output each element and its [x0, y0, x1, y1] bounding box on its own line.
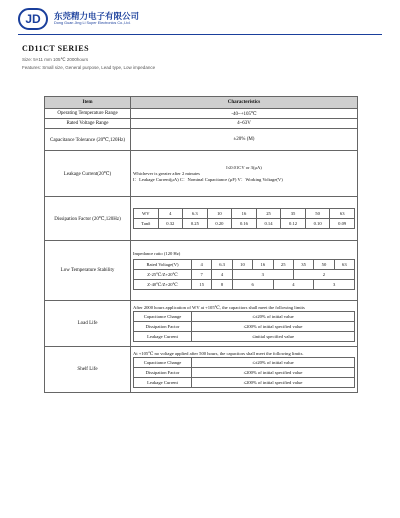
lts-head-row: [134, 260, 355, 270]
shelf-leak-label: Leakage Current: [134, 378, 192, 388]
load-row-cap: [134, 312, 355, 322]
shelf-row-cap: [134, 358, 355, 368]
shelf-life-intro: At +105℃ no voltage applied after 500 hours, the capacitors shall meet the following limits.: [133, 351, 304, 356]
company-name-cn: 东莞精力电子有限公司: [54, 12, 140, 22]
df-v6: 0.12: [281, 219, 306, 229]
rated-voltage-value: 4~63V: [131, 119, 358, 129]
lts-row-25: [134, 270, 355, 280]
load-life-subtable: [133, 311, 355, 342]
load-cap-value: ≤±20% of initial value: [192, 312, 355, 322]
df-head-row: [134, 209, 355, 219]
lts-r1-v3: 3: [232, 270, 293, 280]
header-rule: [18, 34, 382, 35]
df-label: Dissipation Factor (20℃,120Hz): [45, 197, 131, 241]
lts-label: Low Temperature Stability: [45, 241, 131, 301]
shelf-cap-value: ≤±20% of initial value: [192, 358, 355, 368]
series-desc-2: Features: Small size, General purpose, Lead type, Low impedance: [22, 65, 156, 70]
cap-tolerance-value: ±20% (M): [131, 129, 358, 151]
df-v3: 0.20: [207, 219, 232, 229]
rated-voltage-label: Rated Voltage Range: [45, 119, 131, 129]
df-h5: 25: [256, 209, 281, 219]
lts-h0: Rated Voltage(V): [134, 260, 192, 270]
lts-h6: 35: [293, 260, 313, 270]
lts-h3: 10: [232, 260, 252, 270]
df-v0: Tanδ: [134, 219, 159, 229]
load-life-label: Load Life: [45, 301, 131, 347]
df-h4: 16: [232, 209, 257, 219]
lts-r1-v2: 4: [212, 270, 232, 280]
df-h2: 6.3: [183, 209, 208, 219]
lts-r1-v1: 7: [192, 270, 212, 280]
lts-cell: [131, 241, 358, 301]
leakage-label: Leakage Current(20℃): [45, 151, 131, 197]
df-h1: 4: [158, 209, 183, 219]
lts-r2-v1: 15: [192, 280, 212, 290]
lts-h5: 25: [273, 260, 293, 270]
load-life-intro: After 2000 hours application of WV at +105℃, the capacitors shall meet the following limits: [133, 305, 305, 310]
head-characteristics: Characteristics: [131, 97, 358, 109]
df-v7: 0.10: [305, 219, 330, 229]
lts-h8: 63: [334, 260, 354, 270]
df-h3: 10: [207, 209, 232, 219]
lts-r1-v4: 2: [293, 270, 354, 280]
head-item: Item: [45, 97, 131, 109]
lts-h2: 6.3: [212, 260, 232, 270]
df-cell: [131, 197, 358, 241]
load-row-leak: [134, 332, 355, 342]
load-life-cell: [131, 301, 358, 347]
company-name-en: Dong Guan Jing Li Super Electronics Co.,Ltd.: [54, 21, 131, 25]
op-temp-label: Operating Temperature Range: [45, 109, 131, 119]
load-df-label: Dissipation Factor: [134, 322, 192, 332]
company-logo: JD: [18, 8, 48, 30]
lts-r1-label: Z-25℃/Z+20℃: [134, 270, 192, 280]
load-df-value: ≤200% of initial specified value: [192, 322, 355, 332]
op-temp-value: -40~+105℃: [131, 109, 358, 119]
series-title: CD11CT SERIES: [22, 44, 90, 53]
lts-r2-v3: 6: [232, 280, 273, 290]
leakage-note-1: Whichever is greater after 2 minutes: [133, 170, 200, 176]
df-h6: 35: [281, 209, 306, 219]
lts-title: Impedance ratio (120 Hz): [133, 251, 181, 256]
shelf-leak-value: ≤200% of initial specified value: [192, 378, 355, 388]
df-h8: 63: [330, 209, 355, 219]
lts-r2-v4: 4: [273, 280, 314, 290]
lts-h1: 4: [192, 260, 212, 270]
shelf-df-label: Dissipation Factor: [134, 368, 192, 378]
leakage-value: [131, 151, 358, 197]
cap-tolerance-label: Capacitance Tolerance (20℃,120Hz): [45, 129, 131, 151]
lts-r2-v5: 3: [314, 280, 355, 290]
shelf-row-df: [134, 368, 355, 378]
df-subtable: [133, 208, 355, 229]
leakage-note-2: I：Leakage Current(μA) C：Nominal Capacitance (μF) V：Working Voltage(V): [133, 176, 283, 182]
series-desc-1: Size: 5×11 mm 105℃ 2000hours: [22, 57, 89, 62]
df-v5: 0.14: [256, 219, 281, 229]
lts-h4: 16: [253, 260, 273, 270]
lts-subtable: [133, 259, 355, 290]
load-leak-value: ≤initial specified value: [192, 332, 355, 342]
shelf-life-label: Shelf Life: [45, 347, 131, 393]
df-value-row: [134, 219, 355, 229]
df-v2: 0.25: [183, 219, 208, 229]
df-v8: 0.09: [330, 219, 355, 229]
df-h0: WV: [134, 209, 159, 219]
lts-r2-label: Z-40℃/Z+20℃: [134, 280, 192, 290]
leakage-formula: I≤0.01CV or 3(μA): [226, 164, 262, 170]
lts-row-40: [134, 280, 355, 290]
load-cap-label: Capacitance Change: [134, 312, 192, 322]
load-row-df: [134, 322, 355, 332]
shelf-df-value: ≤200% of initial specified value: [192, 368, 355, 378]
shelf-cap-label: Capacitance Change: [134, 358, 192, 368]
df-v4: 0.16: [232, 219, 257, 229]
df-h7: 50: [305, 209, 330, 219]
shelf-row-leak: [134, 378, 355, 388]
df-v1: 0.32: [158, 219, 183, 229]
load-leak-label: Leakage Current: [134, 332, 192, 342]
lts-r2-v2: 8: [212, 280, 232, 290]
shelf-life-cell: [131, 347, 358, 393]
spec-table: [44, 96, 358, 393]
lts-h7: 50: [314, 260, 334, 270]
shelf-life-subtable: [133, 357, 355, 388]
